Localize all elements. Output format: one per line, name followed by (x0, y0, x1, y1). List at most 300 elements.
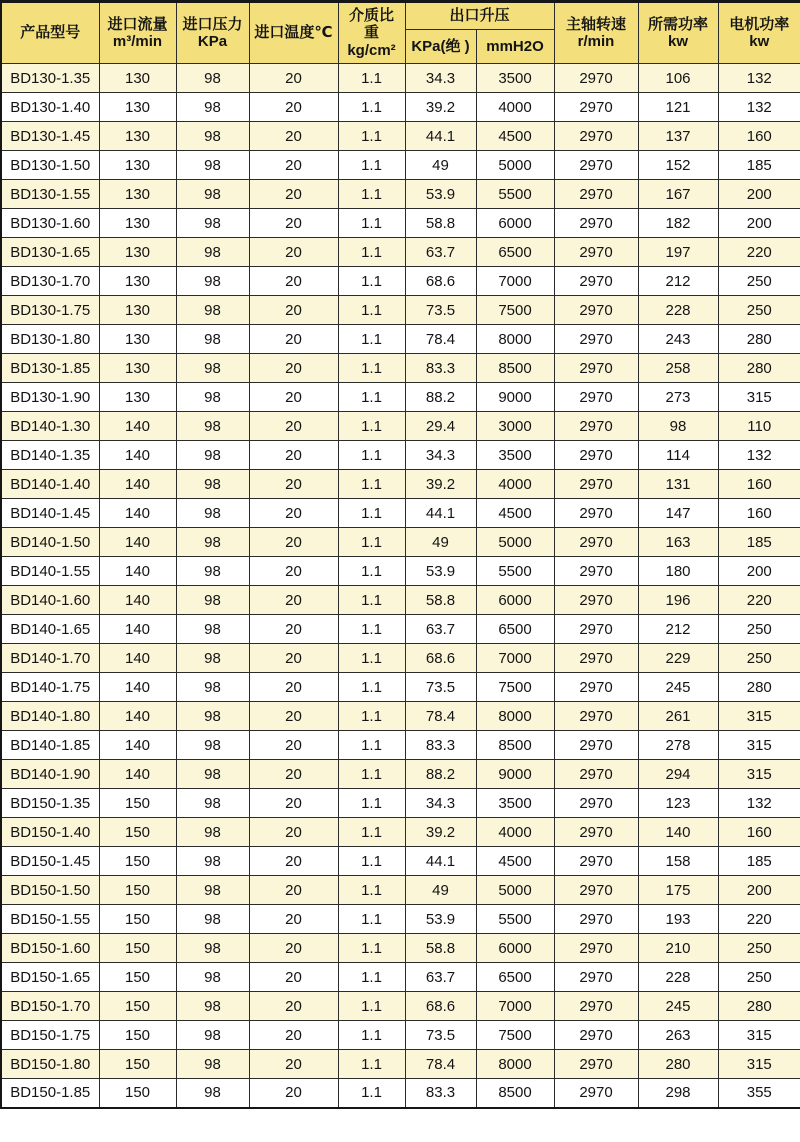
cell-inlet-pressure: 98 (176, 934, 249, 963)
cell-inlet-pressure: 98 (176, 412, 249, 441)
cell-outlet-mmh2o: 5500 (476, 557, 554, 586)
cell-inlet-pressure: 98 (176, 644, 249, 673)
cell-model: BD130-1.80 (1, 325, 99, 354)
cell-medium-ratio: 1.1 (338, 470, 405, 499)
cell-motor-power: 200 (718, 876, 800, 905)
cell-medium-ratio: 1.1 (338, 64, 405, 93)
cell-inlet-flow: 140 (99, 557, 176, 586)
header-medium-ratio: 介质比 重kg/cm² (338, 2, 405, 64)
cell-motor-power: 220 (718, 586, 800, 615)
cell-motor-power: 200 (718, 557, 800, 586)
cell-motor-power: 220 (718, 905, 800, 934)
cell-inlet-flow: 150 (99, 1050, 176, 1079)
cell-outlet-mmh2o: 3500 (476, 789, 554, 818)
table-row (1, 412, 800, 441)
cell-shaft-speed: 2970 (554, 760, 638, 789)
cell-inlet-flow: 150 (99, 905, 176, 934)
cell-motor-power: 280 (718, 673, 800, 702)
cell-inlet-flow: 140 (99, 441, 176, 470)
cell-model: BD150-1.40 (1, 818, 99, 847)
header-outlet-kpa-abs: KPa(绝 ) (405, 30, 476, 64)
cell-required-power: 123 (638, 789, 718, 818)
cell-medium-ratio: 1.1 (338, 615, 405, 644)
cell-required-power: 263 (638, 1021, 718, 1050)
cell-required-power: 98 (638, 412, 718, 441)
cell-required-power: 106 (638, 64, 718, 93)
cell-outlet-kpa: 63.7 (405, 238, 476, 267)
cell-outlet-kpa: 58.8 (405, 934, 476, 963)
cell-shaft-speed: 2970 (554, 1050, 638, 1079)
cell-model: BD130-1.90 (1, 383, 99, 412)
cell-model: BD150-1.50 (1, 876, 99, 905)
cell-model: BD130-1.60 (1, 209, 99, 238)
cell-motor-power: 160 (718, 818, 800, 847)
cell-inlet-flow: 130 (99, 64, 176, 93)
cell-motor-power: 315 (718, 731, 800, 760)
cell-required-power: 196 (638, 586, 718, 615)
cell-outlet-mmh2o: 4500 (476, 122, 554, 151)
cell-required-power: 298 (638, 1079, 718, 1108)
cell-inlet-flow: 140 (99, 470, 176, 499)
cell-inlet-pressure: 98 (176, 615, 249, 644)
cell-required-power: 228 (638, 963, 718, 992)
table-row (1, 818, 800, 847)
cell-outlet-mmh2o: 5000 (476, 876, 554, 905)
cell-outlet-kpa: 39.2 (405, 818, 476, 847)
cell-outlet-mmh2o: 3000 (476, 412, 554, 441)
cell-inlet-pressure: 98 (176, 151, 249, 180)
cell-medium-ratio: 1.1 (338, 818, 405, 847)
cell-model: BD140-1.85 (1, 731, 99, 760)
cell-outlet-mmh2o: 9000 (476, 760, 554, 789)
cell-inlet-temp: 20 (249, 644, 338, 673)
cell-outlet-kpa: 44.1 (405, 847, 476, 876)
cell-shaft-speed: 2970 (554, 441, 638, 470)
cell-shaft-speed: 2970 (554, 325, 638, 354)
cell-inlet-flow: 130 (99, 122, 176, 151)
cell-required-power: 193 (638, 905, 718, 934)
table-row (1, 644, 800, 673)
table-row (1, 1079, 800, 1108)
cell-shaft-speed: 2970 (554, 93, 638, 122)
cell-inlet-flow: 130 (99, 209, 176, 238)
cell-model: BD150-1.85 (1, 1079, 99, 1108)
cell-shaft-speed: 2970 (554, 818, 638, 847)
cell-inlet-temp: 20 (249, 586, 338, 615)
cell-outlet-kpa: 73.5 (405, 1021, 476, 1050)
cell-outlet-kpa: 78.4 (405, 1050, 476, 1079)
cell-inlet-flow: 130 (99, 354, 176, 383)
cell-inlet-flow: 140 (99, 586, 176, 615)
cell-outlet-kpa: 49 (405, 528, 476, 557)
cell-inlet-temp: 20 (249, 383, 338, 412)
cell-inlet-pressure: 98 (176, 992, 249, 1021)
cell-inlet-temp: 20 (249, 296, 338, 325)
cell-outlet-mmh2o: 7000 (476, 267, 554, 296)
cell-outlet-kpa: 63.7 (405, 615, 476, 644)
cell-motor-power: 132 (718, 789, 800, 818)
table-row (1, 209, 800, 238)
header-inlet-pressure: 进口压力 KPa (176, 2, 249, 64)
table-row (1, 499, 800, 528)
cell-inlet-flow: 150 (99, 818, 176, 847)
cell-model: BD130-1.40 (1, 93, 99, 122)
cell-shaft-speed: 2970 (554, 412, 638, 441)
cell-inlet-flow: 150 (99, 963, 176, 992)
cell-outlet-mmh2o: 6000 (476, 209, 554, 238)
cell-outlet-mmh2o: 6500 (476, 238, 554, 267)
cell-motor-power: 250 (718, 296, 800, 325)
cell-inlet-pressure: 98 (176, 383, 249, 412)
cell-inlet-temp: 20 (249, 93, 338, 122)
cell-inlet-flow: 150 (99, 1021, 176, 1050)
cell-model: BD130-1.75 (1, 296, 99, 325)
cell-medium-ratio: 1.1 (338, 847, 405, 876)
cell-inlet-pressure: 98 (176, 209, 249, 238)
cell-required-power: 212 (638, 267, 718, 296)
cell-medium-ratio: 1.1 (338, 528, 405, 557)
cell-inlet-temp: 20 (249, 1050, 338, 1079)
table-row (1, 64, 800, 93)
cell-motor-power: 200 (718, 209, 800, 238)
table-row (1, 615, 800, 644)
cell-shaft-speed: 2970 (554, 586, 638, 615)
cell-shaft-speed: 2970 (554, 876, 638, 905)
cell-motor-power: 250 (718, 615, 800, 644)
cell-medium-ratio: 1.1 (338, 905, 405, 934)
cell-medium-ratio: 1.1 (338, 557, 405, 586)
cell-inlet-pressure: 98 (176, 64, 249, 93)
cell-inlet-temp: 20 (249, 760, 338, 789)
cell-medium-ratio: 1.1 (338, 1079, 405, 1108)
cell-inlet-temp: 20 (249, 963, 338, 992)
cell-outlet-kpa: 49 (405, 151, 476, 180)
cell-outlet-mmh2o: 8000 (476, 702, 554, 731)
cell-model: BD140-1.80 (1, 702, 99, 731)
cell-inlet-temp: 20 (249, 528, 338, 557)
cell-model: BD150-1.75 (1, 1021, 99, 1050)
cell-required-power: 280 (638, 1050, 718, 1079)
cell-outlet-mmh2o: 4500 (476, 499, 554, 528)
cell-outlet-kpa: 83.3 (405, 1079, 476, 1108)
cell-model: BD140-1.60 (1, 586, 99, 615)
cell-inlet-pressure: 98 (176, 818, 249, 847)
cell-motor-power: 160 (718, 499, 800, 528)
cell-inlet-pressure: 98 (176, 180, 249, 209)
cell-motor-power: 250 (718, 267, 800, 296)
cell-inlet-flow: 130 (99, 180, 176, 209)
cell-medium-ratio: 1.1 (338, 93, 405, 122)
cell-shaft-speed: 2970 (554, 847, 638, 876)
cell-outlet-kpa: 34.3 (405, 64, 476, 93)
cell-inlet-temp: 20 (249, 122, 338, 151)
table-header (1, 2, 800, 64)
cell-inlet-temp: 20 (249, 847, 338, 876)
cell-outlet-kpa: 39.2 (405, 470, 476, 499)
cell-required-power: 163 (638, 528, 718, 557)
cell-outlet-mmh2o: 8500 (476, 1079, 554, 1108)
cell-outlet-mmh2o: 5000 (476, 151, 554, 180)
cell-inlet-flow: 150 (99, 847, 176, 876)
table-row (1, 1021, 800, 1050)
table-row (1, 673, 800, 702)
cell-motor-power: 132 (718, 64, 800, 93)
cell-inlet-pressure: 98 (176, 325, 249, 354)
cell-model: BD140-1.65 (1, 615, 99, 644)
cell-inlet-temp: 20 (249, 789, 338, 818)
cell-shaft-speed: 2970 (554, 789, 638, 818)
cell-inlet-temp: 20 (249, 1079, 338, 1108)
cell-outlet-mmh2o: 4500 (476, 847, 554, 876)
cell-outlet-kpa: 58.8 (405, 586, 476, 615)
cell-inlet-pressure: 98 (176, 876, 249, 905)
cell-inlet-flow: 140 (99, 499, 176, 528)
cell-outlet-mmh2o: 4000 (476, 818, 554, 847)
cell-inlet-temp: 20 (249, 209, 338, 238)
cell-inlet-flow: 150 (99, 934, 176, 963)
cell-model: BD130-1.85 (1, 354, 99, 383)
cell-inlet-pressure: 98 (176, 557, 249, 586)
cell-inlet-temp: 20 (249, 64, 338, 93)
cell-motor-power: 355 (718, 1079, 800, 1108)
cell-medium-ratio: 1.1 (338, 731, 405, 760)
cell-medium-ratio: 1.1 (338, 1021, 405, 1050)
cell-medium-ratio: 1.1 (338, 876, 405, 905)
cell-inlet-pressure: 98 (176, 586, 249, 615)
table-row (1, 934, 800, 963)
cell-shaft-speed: 2970 (554, 644, 638, 673)
cell-shaft-speed: 2970 (554, 383, 638, 412)
cell-inlet-pressure: 98 (176, 354, 249, 383)
cell-model: BD150-1.55 (1, 905, 99, 934)
cell-model: BD140-1.55 (1, 557, 99, 586)
cell-required-power: 294 (638, 760, 718, 789)
cell-shaft-speed: 2970 (554, 1079, 638, 1108)
cell-shaft-speed: 2970 (554, 296, 638, 325)
cell-motor-power: 315 (718, 760, 800, 789)
cell-motor-power: 250 (718, 934, 800, 963)
cell-model: BD140-1.70 (1, 644, 99, 673)
cell-outlet-kpa: 68.6 (405, 644, 476, 673)
cell-inlet-pressure: 98 (176, 296, 249, 325)
cell-motor-power: 250 (718, 644, 800, 673)
cell-motor-power: 132 (718, 441, 800, 470)
cell-inlet-flow: 150 (99, 992, 176, 1021)
cell-required-power: 152 (638, 151, 718, 180)
cell-outlet-mmh2o: 8500 (476, 731, 554, 760)
cell-required-power: 158 (638, 847, 718, 876)
cell-outlet-mmh2o: 5500 (476, 905, 554, 934)
cell-inlet-pressure: 98 (176, 731, 249, 760)
cell-motor-power: 315 (718, 1050, 800, 1079)
cell-motor-power: 315 (718, 383, 800, 412)
cell-shaft-speed: 2970 (554, 122, 638, 151)
cell-outlet-mmh2o: 9000 (476, 383, 554, 412)
table-row (1, 528, 800, 557)
cell-inlet-pressure: 98 (176, 499, 249, 528)
table-row (1, 383, 800, 412)
cell-outlet-mmh2o: 8500 (476, 354, 554, 383)
cell-motor-power: 280 (718, 992, 800, 1021)
cell-outlet-kpa: 34.3 (405, 441, 476, 470)
table-row (1, 238, 800, 267)
table-row (1, 992, 800, 1021)
cell-shaft-speed: 2970 (554, 1021, 638, 1050)
cell-required-power: 114 (638, 441, 718, 470)
cell-model: BD140-1.90 (1, 760, 99, 789)
cell-shaft-speed: 2970 (554, 354, 638, 383)
table-row (1, 441, 800, 470)
cell-inlet-flow: 130 (99, 93, 176, 122)
cell-inlet-flow: 150 (99, 1079, 176, 1108)
cell-medium-ratio: 1.1 (338, 412, 405, 441)
table-row (1, 789, 800, 818)
header-product-model: 产品型号 (1, 2, 99, 64)
cell-outlet-mmh2o: 3500 (476, 441, 554, 470)
header-outlet-boost: 出口升压 (405, 2, 554, 30)
cell-inlet-temp: 20 (249, 934, 338, 963)
table-row (1, 325, 800, 354)
cell-inlet-flow: 130 (99, 296, 176, 325)
cell-motor-power: 110 (718, 412, 800, 441)
cell-model: BD130-1.55 (1, 180, 99, 209)
cell-outlet-kpa: 49 (405, 876, 476, 905)
cell-inlet-flow: 130 (99, 325, 176, 354)
cell-motor-power: 280 (718, 325, 800, 354)
table-row (1, 586, 800, 615)
cell-inlet-flow: 140 (99, 760, 176, 789)
cell-outlet-kpa: 34.3 (405, 789, 476, 818)
table-row (1, 963, 800, 992)
cell-medium-ratio: 1.1 (338, 673, 405, 702)
cell-inlet-pressure: 98 (176, 963, 249, 992)
cell-required-power: 273 (638, 383, 718, 412)
cell-model: BD140-1.75 (1, 673, 99, 702)
cell-required-power: 228 (638, 296, 718, 325)
header-inlet-flow: 进口流量 m³/min (99, 2, 176, 64)
table-row (1, 470, 800, 499)
cell-inlet-temp: 20 (249, 702, 338, 731)
table-row (1, 847, 800, 876)
cell-medium-ratio: 1.1 (338, 238, 405, 267)
cell-outlet-mmh2o: 7000 (476, 644, 554, 673)
cell-inlet-flow: 130 (99, 383, 176, 412)
cell-required-power: 261 (638, 702, 718, 731)
cell-medium-ratio: 1.1 (338, 441, 405, 470)
cell-shaft-speed: 2970 (554, 992, 638, 1021)
cell-outlet-kpa: 73.5 (405, 296, 476, 325)
cell-medium-ratio: 1.1 (338, 383, 405, 412)
cell-model: BD140-1.35 (1, 441, 99, 470)
cell-medium-ratio: 1.1 (338, 354, 405, 383)
cell-outlet-mmh2o: 5000 (476, 528, 554, 557)
cell-required-power: 137 (638, 122, 718, 151)
table-row (1, 702, 800, 731)
cell-motor-power: 200 (718, 180, 800, 209)
cell-motor-power: 280 (718, 354, 800, 383)
table-row (1, 760, 800, 789)
cell-model: BD130-1.70 (1, 267, 99, 296)
cell-medium-ratio: 1.1 (338, 586, 405, 615)
cell-inlet-temp: 20 (249, 557, 338, 586)
cell-outlet-kpa: 44.1 (405, 122, 476, 151)
cell-shaft-speed: 2970 (554, 151, 638, 180)
cell-inlet-temp: 20 (249, 905, 338, 934)
cell-outlet-mmh2o: 7500 (476, 296, 554, 325)
cell-inlet-flow: 150 (99, 876, 176, 905)
cell-inlet-temp: 20 (249, 615, 338, 644)
cell-outlet-mmh2o: 7500 (476, 1021, 554, 1050)
cell-inlet-pressure: 98 (176, 702, 249, 731)
table-row (1, 151, 800, 180)
cell-shaft-speed: 2970 (554, 238, 638, 267)
cell-required-power: 131 (638, 470, 718, 499)
cell-inlet-flow: 140 (99, 412, 176, 441)
cell-required-power: 243 (638, 325, 718, 354)
cell-required-power: 278 (638, 731, 718, 760)
table-row (1, 876, 800, 905)
cell-required-power: 182 (638, 209, 718, 238)
cell-outlet-mmh2o: 8000 (476, 1050, 554, 1079)
cell-required-power: 197 (638, 238, 718, 267)
cell-inlet-flow: 130 (99, 238, 176, 267)
cell-inlet-flow: 140 (99, 731, 176, 760)
cell-required-power: 210 (638, 934, 718, 963)
cell-medium-ratio: 1.1 (338, 499, 405, 528)
cell-required-power: 175 (638, 876, 718, 905)
cell-motor-power: 160 (718, 122, 800, 151)
cell-outlet-mmh2o: 6500 (476, 963, 554, 992)
cell-inlet-temp: 20 (249, 325, 338, 354)
cell-motor-power: 315 (718, 702, 800, 731)
cell-inlet-temp: 20 (249, 499, 338, 528)
cell-inlet-pressure: 98 (176, 238, 249, 267)
cell-inlet-flow: 130 (99, 267, 176, 296)
cell-inlet-temp: 20 (249, 412, 338, 441)
cell-shaft-speed: 2970 (554, 470, 638, 499)
cell-required-power: 245 (638, 673, 718, 702)
cell-motor-power: 132 (718, 93, 800, 122)
cell-model: BD130-1.50 (1, 151, 99, 180)
cell-outlet-kpa: 63.7 (405, 963, 476, 992)
cell-outlet-kpa: 73.5 (405, 673, 476, 702)
cell-inlet-flow: 140 (99, 702, 176, 731)
cell-shaft-speed: 2970 (554, 673, 638, 702)
cell-required-power: 229 (638, 644, 718, 673)
cell-outlet-mmh2o: 8000 (476, 325, 554, 354)
cell-inlet-temp: 20 (249, 673, 338, 702)
cell-inlet-pressure: 98 (176, 528, 249, 557)
cell-motor-power: 220 (718, 238, 800, 267)
cell-model: BD140-1.45 (1, 499, 99, 528)
cell-inlet-temp: 20 (249, 267, 338, 296)
header-inlet-temp: 进口温度℃ (249, 2, 338, 64)
cell-inlet-temp: 20 (249, 354, 338, 383)
cell-medium-ratio: 1.1 (338, 122, 405, 151)
cell-model: BD150-1.45 (1, 847, 99, 876)
cell-medium-ratio: 1.1 (338, 992, 405, 1021)
cell-shaft-speed: 2970 (554, 209, 638, 238)
cell-required-power: 167 (638, 180, 718, 209)
cell-required-power: 121 (638, 93, 718, 122)
cell-shaft-speed: 2970 (554, 528, 638, 557)
cell-inlet-temp: 20 (249, 470, 338, 499)
cell-medium-ratio: 1.1 (338, 296, 405, 325)
cell-motor-power: 185 (718, 151, 800, 180)
cell-medium-ratio: 1.1 (338, 151, 405, 180)
cell-required-power: 245 (638, 992, 718, 1021)
cell-shaft-speed: 2970 (554, 557, 638, 586)
